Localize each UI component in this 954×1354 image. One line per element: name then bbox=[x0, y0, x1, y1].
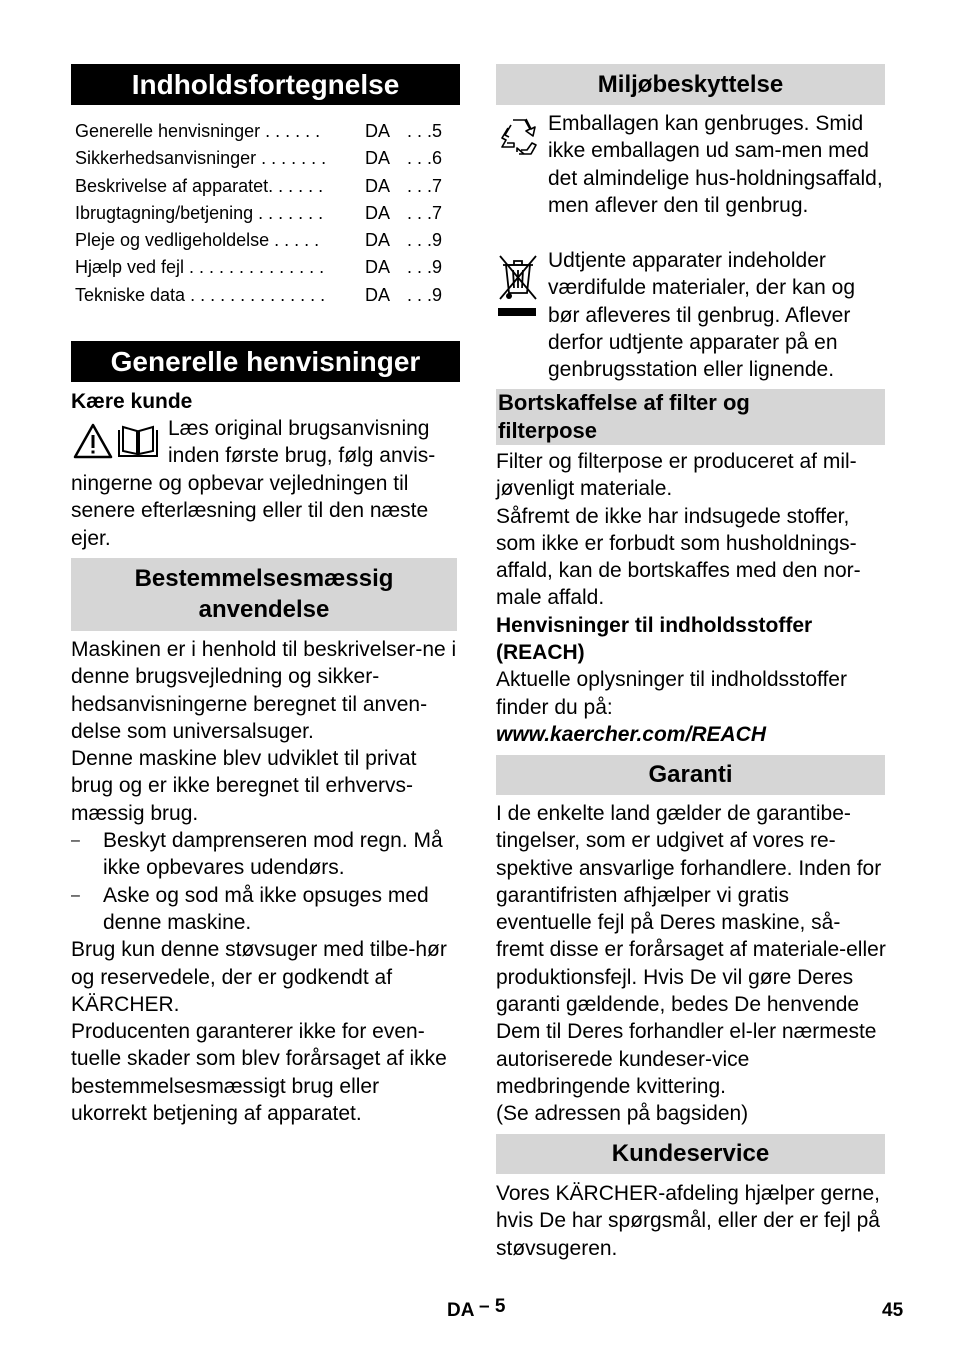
general-section-title: Generelle henvisninger bbox=[71, 341, 460, 382]
page-number: 45 bbox=[882, 1300, 904, 1321]
toc-entry[interactable]: Beskrivelse af apparatet. . . . . . DA . . .7 bbox=[75, 175, 443, 196]
toc-entry[interactable]: Pleje og vedligeholdelse . . . . . DA . . .9 bbox=[75, 230, 443, 251]
intro-line-2: inden første brug, følg anvis- bbox=[168, 444, 436, 467]
reach-heading: Henvisninger til indholdsstoffer (REACH) bbox=[496, 613, 813, 665]
reach-link[interactable]: www.kaercher.com/REACH bbox=[496, 722, 766, 746]
manual-book-icon bbox=[116, 424, 160, 460]
warranty-title: Garanti bbox=[496, 755, 885, 795]
intro-line-1: Læs original brugsanvisning bbox=[168, 417, 430, 440]
intro-text: ningerne og opbevar vejledningen til senere efterlæsning eller til den næste ejer. bbox=[71, 472, 429, 550]
intended-use-title: Bestemmelsesmæssig anvendelse bbox=[71, 558, 457, 631]
environment-title: Miljøbeskyttelse bbox=[496, 64, 885, 105]
table-of-contents bbox=[71, 118, 460, 309]
toc-title: Indholdsfortegnelse bbox=[71, 64, 460, 105]
dear-customer-heading: Kære kunde bbox=[71, 390, 193, 413]
old-devices-text: Udtjente apparater indeholder værdifulde materialer, der kan og bør afleveres til genbrug. Aflever derfor udtjente apparater på en genbrugsstation eller lignende. bbox=[548, 249, 855, 382]
toc-entry[interactable]: Hjælp ved fejl . . . . . . . . . . . . . . DA . . .9 bbox=[75, 257, 443, 278]
service-body: Vores KÄRCHER-afdeling hjælper gerne, hvis De har spørgsmål, eller der er fejl på støvsugeren. bbox=[496, 1182, 881, 1260]
packaging-text: Emballagen kan genbruges. Smid ikke emballagen ud sam-men med det almindelige hus-holdningsaffald, men aflever den til genbrug. bbox=[548, 112, 883, 217]
warning-icon bbox=[73, 423, 113, 459]
filter-disposal-body: Filter og filterpose er produceret af mil-jøvenligt materiale. Såfremt de ikke har indsugede stoffer, som ikke er forbudt som husholdnings-affald, kan de bortskaffes med den nor-male affald. Henvisninger til indholdsstoffer (REACH) Aktuelle oplysninger til indholdsstoffer finder du på: www.kaercher.com/REACH bbox=[496, 448, 886, 748]
filter-disposal-title: Bortskaffelse af filter og filterpose bbox=[496, 389, 885, 445]
warranty-body: I de enkelte land gælder de garantibe-tingelser, som er udgivet af vores re-spektive ansvarlige forhandlere. Inden for garantifristen afhjælper vi gratis eventuelle fejl på Deres maskine, så-fremt disse er forårsaget af materiale-eller produktionsfejl. Hvis De vil gøre Deres garanti gældende, bedes De henvende Dem til Deres forhandler el-ler nærmeste autoriserede kundeser-vice medbringende kvittering. (Se adressen på bagsiden) bbox=[496, 802, 886, 1126]
list-item: – Beskyt damprenseren mod regn. Må ikke opbevares udendørs. bbox=[71, 829, 443, 880]
intended-use-body: Maskinen er i henhold til beskrivelser-ne i denne brugsvejledning og sikker-hedsanvisningerne beregnet til anven-delse som universalsuger. Denne maskine blev udviklet til privat brug og er ikke beregnet til erhvervs-mæssig brug. – Beskyt damprenseren mod regn. Må ikke opbevares udendørs. – Aske og sod må ikke opsuges med denne maskine. Brug kun denne støvsuger med tilbe-hør og reservedele, der er godkendt af KÄRCHER. Producenten garanterer ikke for even-tuelle skader som blev forårsaget af ikke bestemmelsesmæssigt brug eller ukorrekt betjening af apparatet. bbox=[71, 636, 460, 1127]
footer-section-label: DA – 5 bbox=[447, 1296, 506, 1321]
service-title: Kundeservice bbox=[496, 1134, 885, 1174]
toc-entry[interactable]: Generelle henvisninger . . . . . . DA . . .5 bbox=[75, 121, 443, 141]
toc-entry[interactable]: Sikkerhedsanvisninger . . . . . . . DA . . .6 bbox=[75, 148, 443, 169]
recycling-icon bbox=[497, 116, 541, 158]
toc-entry[interactable]: Tekniske data . . . . . . . . . . . . . . DA . . .9 bbox=[75, 284, 443, 305]
list-item: – Aske og sod må ikke opsuges med denne maskine. bbox=[71, 883, 429, 934]
toc-entry[interactable]: Ibrugtagning/betjening . . . . . . . DA . . .7 bbox=[75, 202, 443, 223]
crossed-out-bin-icon bbox=[497, 253, 539, 319]
